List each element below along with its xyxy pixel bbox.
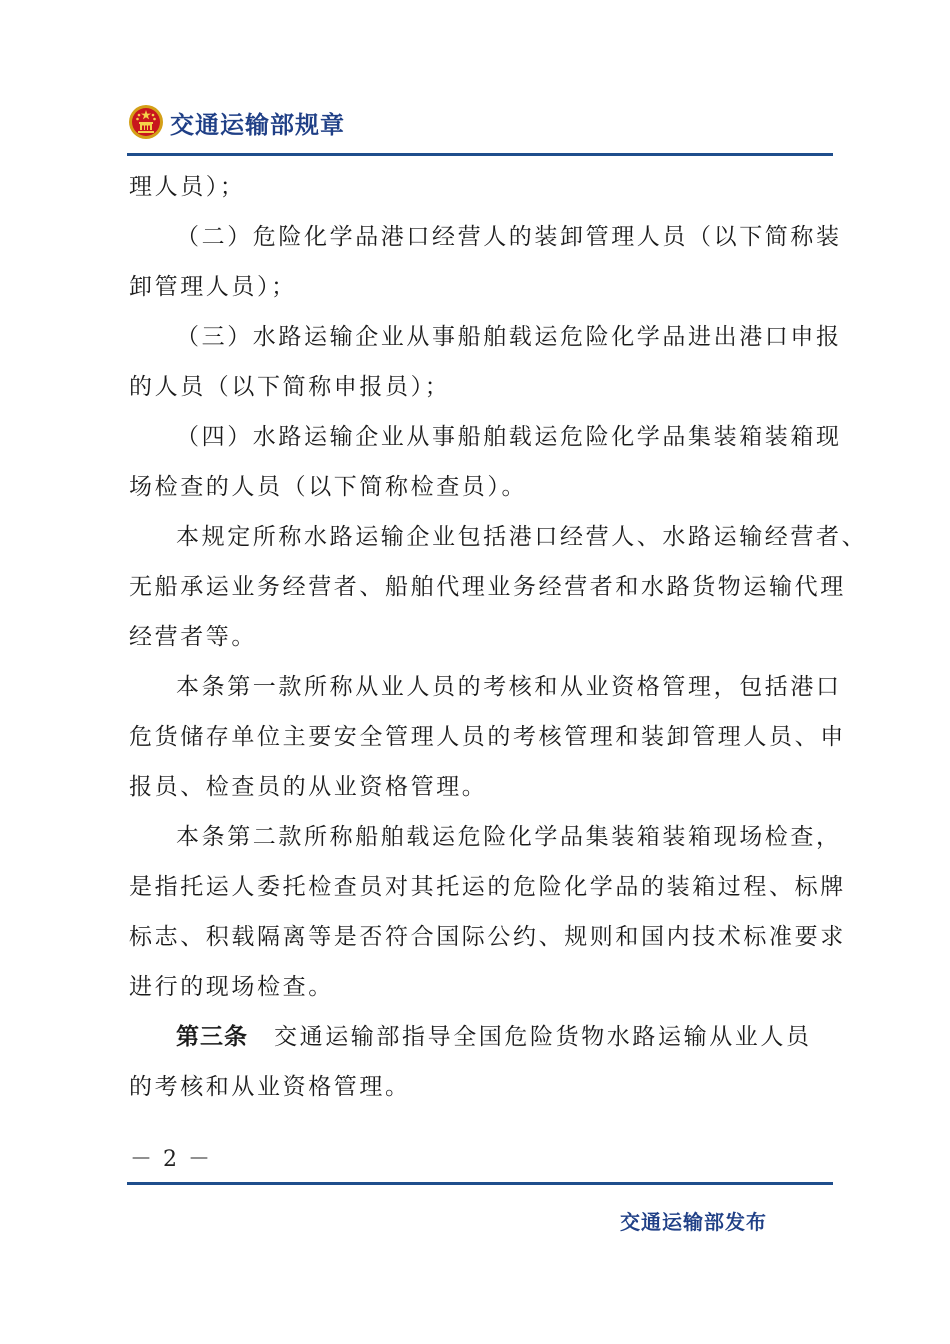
body-line: 是指托运人委托检查员对其托运的危险化学品的装箱过程、标牌 xyxy=(129,874,846,900)
body-line: 的人员（以下简称申报员）； xyxy=(129,374,451,400)
body-line: 经营者等。 xyxy=(129,624,257,650)
header-divider xyxy=(127,153,833,156)
body-line: （四）水路运输企业从事船舶载运危险化学品集装箱装箱现 xyxy=(176,424,842,450)
article-3-text: 交通运输部指导全国危险货物水路运输从业人员 xyxy=(274,1024,812,1050)
body-line: 报员、检查员的从业资格管理。 xyxy=(129,774,488,800)
body-line: 理人员）； xyxy=(129,174,246,200)
body-line: （二）危险化学品港口经营人的装卸管理人员（以下简称装 xyxy=(176,224,842,250)
body-line: 无船承运业务经营者、船舶代理业务经营者和水路货物运输代理 xyxy=(129,574,846,600)
body-line: 场检查的人员（以下简称检查员）。 xyxy=(129,474,528,500)
body-line: 进行的现场检查。 xyxy=(129,974,334,1000)
footer-divider xyxy=(127,1182,833,1185)
footer-publisher: 交通运输部发布 xyxy=(620,1210,767,1234)
body-line: 本规定所称水路运输企业包括港口经营人、水路运输经营者、 xyxy=(176,524,868,550)
article-3-label: 第三条 xyxy=(176,1024,248,1050)
body-line: （三）水路运输企业从事船舶载运危险化学品进出港口申报 xyxy=(176,324,842,350)
page-number: － 2 － xyxy=(130,1147,212,1172)
body-line: 本条第二款所称船舶载运危险化学品集装箱装箱现场检查， xyxy=(176,824,842,850)
national-emblem-icon xyxy=(128,104,164,140)
header-title: 交通运输部规章 xyxy=(170,110,345,139)
body-line: 卸管理人员）； xyxy=(129,274,297,300)
body-line: 本条第一款所称从业人员的考核和从业资格管理，包括港口 xyxy=(176,674,842,700)
page-header xyxy=(128,100,345,144)
article-3-continuation: 的考核和从业资格管理。 xyxy=(129,1074,411,1100)
article-3-heading-line xyxy=(129,1012,849,1062)
body-line: 危货储存单位主要安全管理人员的考核管理和装卸管理人员、申 xyxy=(129,724,846,750)
document-body xyxy=(129,162,868,1112)
body-line: 标志、积载隔离等是否符合国际公约、规则和国内技术标准要求 xyxy=(129,924,846,950)
